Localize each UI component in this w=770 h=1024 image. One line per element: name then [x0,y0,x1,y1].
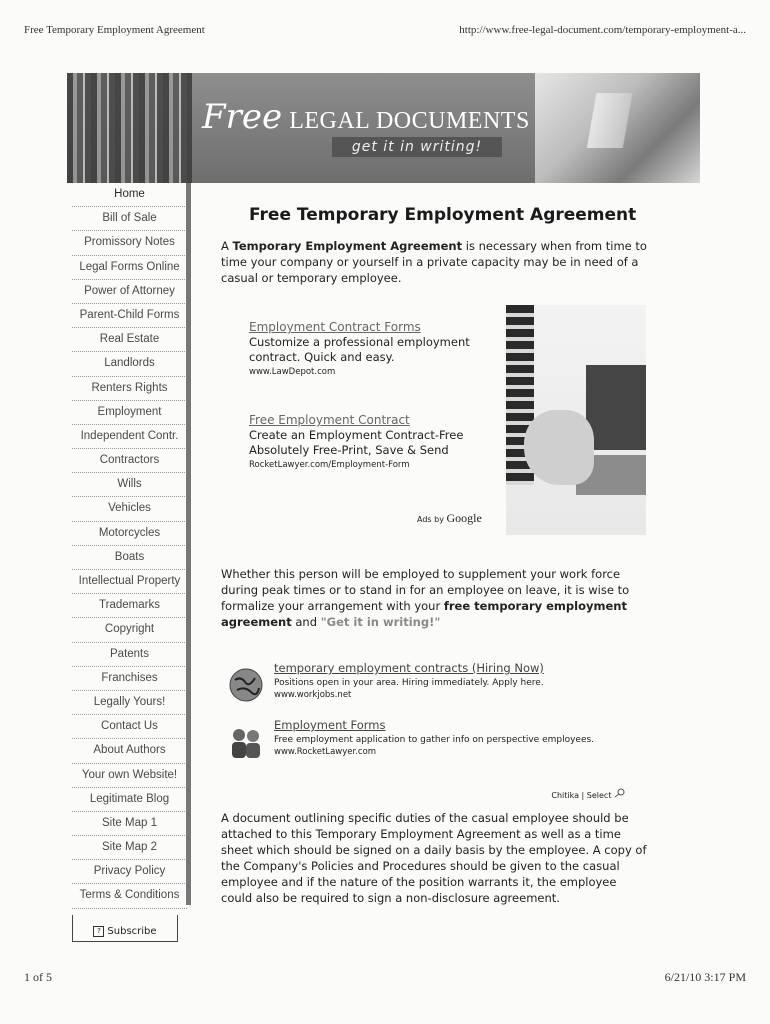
sidebar-item-boats[interactable]: Boats [72,546,187,570]
subscribe-icon: ? [93,926,104,937]
sidebar-item-your-own-website[interactable]: Your own Website! [72,764,187,788]
logo-script: Free [202,97,283,137]
globe-icon [227,666,265,704]
sidebar-item-legally-yours[interactable]: Legally Yours! [72,691,187,715]
sidebar-item-employment[interactable]: Employment [72,401,187,425]
ad-url[interactable]: www.workjobs.net [274,690,352,700]
ads-by-google[interactable] [417,511,482,526]
sidebar-item-wills[interactable]: Wills [72,473,187,497]
sidebar-item-contractors[interactable]: Contractors [72,449,187,473]
ad-body: Create an Employment Contract-Free Absolutely Free-Print, Save & Send [249,428,464,457]
sidebar-item-about-authors[interactable]: About Authors [72,739,187,763]
ad-headline[interactable]: Employment Forms [274,718,386,732]
sidebar-item-parent-child-forms[interactable]: Parent-Child Forms [72,304,187,328]
sidebar-item-landlords[interactable]: Landlords [72,352,187,376]
para2-prefix: Whether this person will be employed to supplement your work force during peak times or to stand in for an employee on leave, it is wise to formalize your arrangement with your [221,567,630,613]
subscribe-button[interactable] [72,915,178,942]
sidebar-divider [186,183,191,905]
sidebar-item-site-map-1[interactable]: Site Map 1 [72,812,187,836]
intro-strong: Temporary Employment Agreement [232,239,463,253]
sidebar-item-motorcycles[interactable]: Motorcycles [72,522,187,546]
body-paragraph-3: A document outlining specific duties of the casual employee should be attached to this Temporary Employment Agreement as well as a time sheet which should be signed on a daily basis by the employee. A copy of the Company's Policies and Procedures should be given to the casual employee and if the nature of the position warrants it, the employee could also be required to sign a non-disclosure agreement. [221,811,647,905]
people-icon [227,723,265,761]
ad-body: Free employment application to gather info on perspective employees. [274,735,595,745]
body-paragraph-2 [221,566,651,630]
ad-url[interactable]: www.RocketLawyer.com [274,747,377,757]
sidebar-item-renters-rights[interactable]: Renters Rights [72,377,187,401]
site-banner[interactable] [67,73,700,183]
sidebar-item-trademarks[interactable]: Trademarks [72,594,187,618]
print-header-url: http://www.free-legal-document.com/temporary-employment-a... [459,24,746,36]
ads-by-label: Ads by [417,515,444,524]
sidebar-item-franchises[interactable]: Franchises [72,667,187,691]
ad-headline[interactable]: Free Employment Contract [249,413,410,427]
search-icon [614,788,626,798]
sidebar-item-home[interactable]: Home [72,183,187,207]
ad-unit[interactable] [221,717,651,757]
tagline: get it in writing! [332,137,502,157]
chitika-ads-block [221,660,651,774]
office-photo [506,305,646,535]
sidebar-nav [72,183,187,909]
ad-unit[interactable] [221,660,651,700]
ad-unit[interactable] [249,320,474,377]
print-datetime: 6/21/10 3:17 PM [664,970,746,984]
sidebar-item-site-map-2[interactable]: Site Map 2 [72,836,187,860]
sidebar-item-power-of-attorney[interactable]: Power of Attorney [72,280,187,304]
ad-body: Customize a professional employment contract. Quick and easy. [249,335,470,364]
sidebar-item-legitimate-blog[interactable]: Legitimate Blog [72,788,187,812]
sidebar-item-independent-contr[interactable]: Independent Contr. [72,425,187,449]
ad-body: Positions open in your area. Hiring immediately. Apply here. [274,678,544,688]
google-ads-block [249,320,474,488]
sidebar-item-vehicles[interactable]: Vehicles [72,497,187,521]
ad-url[interactable]: RocketLawyer.com/Employment-Form [249,460,410,470]
chitika-link[interactable] [551,788,626,800]
sidebar-item-contact-us[interactable]: Contact Us [72,715,187,739]
ad-url[interactable]: www.LawDepot.com [249,367,336,377]
print-header-title: Free Temporary Employment Agreement [24,24,205,36]
main-content [221,200,651,905]
intro-paragraph [221,238,651,286]
sidebar-item-bill-of-sale[interactable]: Bill of Sale [72,207,187,231]
sidebar-item-legal-forms-online[interactable]: Legal Forms Online [72,256,187,280]
sidebar-item-patents[interactable]: Patents [72,643,187,667]
para2-strong: free temporary employment agreement [221,599,627,629]
sidebar-item-real-estate[interactable]: Real Estate [72,328,187,352]
page-title: Free Temporary Employment Agreement [249,205,637,225]
sidebar-item-privacy-policy[interactable]: Privacy Policy [72,860,187,884]
chitika-label: Chitika | Select [551,791,612,800]
intro-prefix: A [221,239,233,253]
ad-headline[interactable]: Employment Contract Forms [249,320,421,334]
page-number: 1 of 5 [24,970,52,984]
logo-text: LEGAL DOCUMENTS [289,108,530,134]
site-logo [202,97,530,137]
ad-headline[interactable]: temporary employment contracts (Hiring Now) [274,661,544,675]
print-header [24,24,746,42]
para2-slogan: "Get it in writing!" [320,615,441,629]
ad-unit[interactable] [249,413,474,470]
bookshelf-image [67,73,192,183]
para2-mid: and [291,615,321,629]
sidebar-item-promissory-notes[interactable]: Promissory Notes [72,231,187,255]
intro-suffix: is necessary when from time to time your company or yourself in a private capacity may be in need of a casual or temporary employee. [221,239,647,285]
subscribe-label: Subscribe [107,926,157,937]
sidebar-item-intellectual-property[interactable]: Intellectual Property [72,570,187,594]
sidebar-item-copyright[interactable]: Copyright [72,618,187,642]
sidebar-item-terms-conditions[interactable]: Terms & Conditions [72,884,187,908]
desk-image [535,73,700,183]
google-logo: Google [446,511,482,525]
